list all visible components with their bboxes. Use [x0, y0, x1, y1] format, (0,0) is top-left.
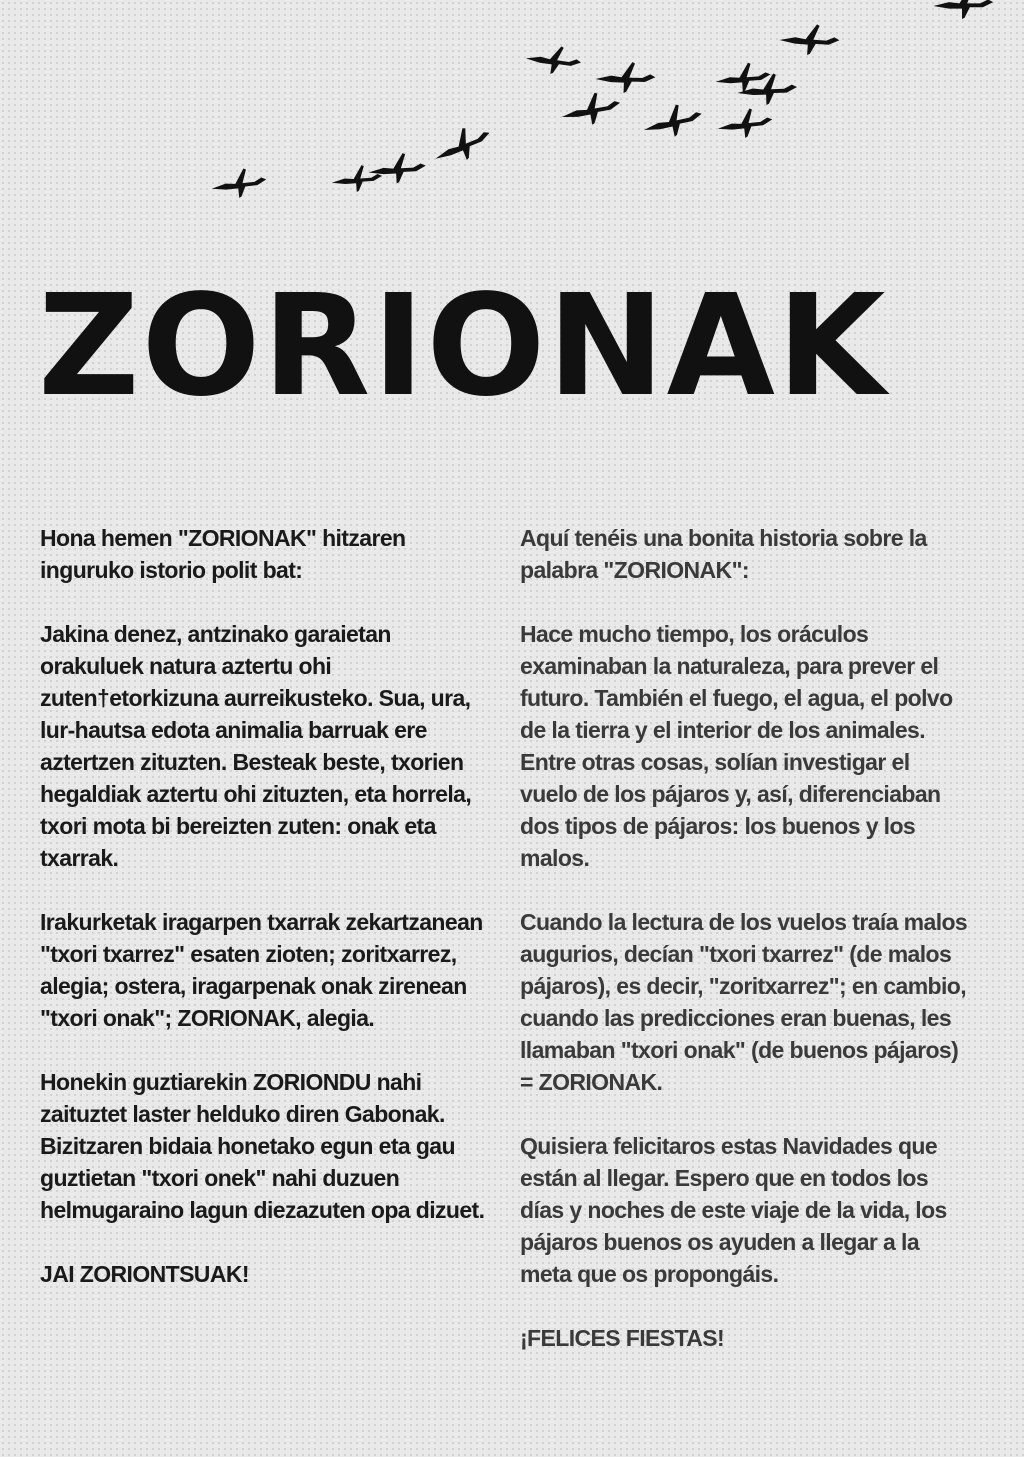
basque-closing: JAI ZORIONTSUAK!	[40, 1261, 249, 1287]
page-title: ZORIONAK	[38, 265, 888, 428]
bird-icon	[640, 100, 705, 143]
bird-icon	[716, 106, 774, 140]
bird-icon	[368, 152, 427, 185]
bird-icon	[933, 0, 993, 19]
spanish-intro: Aquí tenéis una bonita historia sobre la palabra "ZORIONAK":	[520, 525, 927, 583]
spanish-column	[520, 522, 968, 1386]
basque-column	[40, 522, 488, 1322]
bird-icon	[524, 42, 583, 78]
bird-icon	[429, 119, 496, 170]
spanish-paragraph-2: Cuando la lectura de los vuelos traía malos augurios, decían "txori txarrez" (de malos pájaros), es decir, "zoritxarrez"; en cambio, cuando las predicciones eran buenas, les llamaban "txori onak" (de buenos pájaros) = ZORIONAK.	[520, 909, 968, 1095]
basque-intro: Hona hemen "ZORIONAK" hitzaren inguruko istorio polit bat:	[40, 525, 406, 583]
bird-icon	[595, 61, 656, 94]
spanish-paragraph-1: Hace mucho tiempo, los oráculos examinaban la naturaleza, para prever el futuro. También el fuego, el agua, el polvo de la tierra y el interior de los animales. Entre otras cosas, solían investigar el vuelo de los pájaros y, así, diferenciaban dos tipos de pájaros: los buenos y los malos.	[520, 621, 953, 871]
basque-paragraph-2: Irakurketak iragarpen txarrak zekartzanean "txori txarrez" esaten zioten; zoritxarrez, alegia; ostera, iragarpenak onak zirenean "txori onak"; ZORIONAK, alegia.	[40, 909, 483, 1031]
spanish-paragraph-3: Quisiera felicitaros estas Navidades que están al llegar. Espero que en todos los días y noches de este viaje de la vida, los pájaros buenos os ayuden a llegar a la meta que os propongáis.	[520, 1133, 947, 1287]
bird-icon	[559, 89, 623, 130]
basque-paragraph-1: Jakina denez, antzinako garaietan orakuluek natura aztertu ohi zuten†etorkizuna aurreikusteko. Sua, ura, lur-hautsa edota animalia barruak ere aztertzen zituzten. Besteak beste, txorien hegaldiak aztertu ohi zituzten, eta horrela, txori mota bi bereizten zuten: onak eta txarrak.	[40, 621, 472, 871]
spanish-closing: ¡FELICES FIESTAS!	[520, 1325, 725, 1351]
bird-icon	[714, 61, 771, 94]
bird-icon	[331, 164, 383, 194]
bird-icon	[779, 22, 841, 57]
basque-paragraph-3: Honekin guztiarekin ZORIONDU nahi zaituztet laster helduko diren Gabonak. Bizitzaren bidaia honetako egun eta gau guztietan "txori onek" nahi duzuen helmugaraino lagun diezazuten opa dizuet.	[40, 1069, 485, 1223]
birds-icon	[0, 0, 1024, 240]
bird-icon	[210, 166, 268, 200]
